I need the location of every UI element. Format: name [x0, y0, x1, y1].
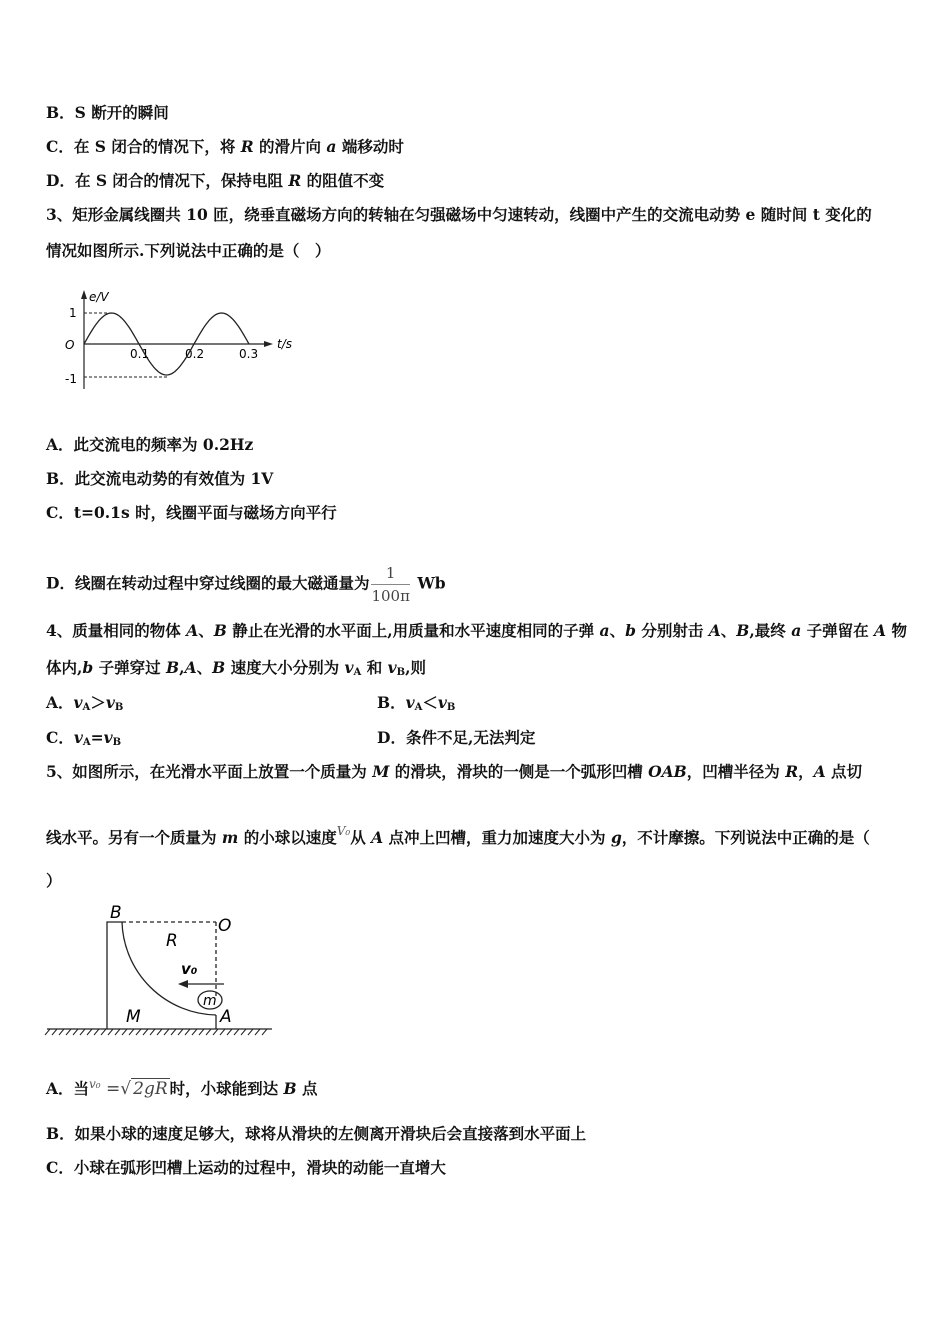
q2-option-c [46, 137, 404, 157]
text-segment: , [179, 658, 185, 677]
subscript: A [414, 702, 423, 713]
q3-option-a [46, 435, 253, 455]
subscript: A [82, 737, 91, 748]
q3-option-d [46, 562, 446, 607]
variable: v [405, 693, 415, 712]
text-segment: 4、质量相同的物体 [46, 621, 187, 640]
text-segment: 的滑块，滑块的一侧是一个弧形凹槽 [389, 762, 649, 781]
text-segment: ＞ [90, 693, 106, 712]
text-segment: 端移动时 [336, 137, 404, 156]
text-segment: 、 [720, 621, 737, 640]
variable: v [73, 728, 83, 747]
text-segment: B．S 断开的瞬间 [46, 103, 169, 122]
slider-diagram [44, 898, 284, 1043]
label-O: O [218, 916, 232, 936]
variable: R [240, 137, 254, 156]
text-segment: 和 [361, 658, 388, 677]
variable: b [82, 658, 94, 677]
variable: v [105, 693, 115, 712]
q3-stem-2 [46, 241, 330, 261]
label-M: M [126, 1007, 141, 1027]
variable: A [708, 621, 721, 640]
variable: b [625, 621, 636, 640]
y-tick-label: 1 [69, 306, 77, 320]
text-segment: = [90, 728, 104, 747]
q3-option-b [46, 469, 273, 489]
label-B: B [110, 903, 122, 923]
subscript: B [396, 667, 406, 678]
subscript: B [114, 702, 124, 713]
fraction-denominator: 100π [371, 587, 410, 605]
stem-text: 从 [350, 828, 372, 847]
arrow-head-icon [178, 980, 188, 988]
variable: B [212, 658, 226, 677]
q4-option-c [46, 728, 121, 753]
variable: OAB [648, 762, 687, 781]
subscript: A [353, 667, 362, 678]
q4-stem-1 [46, 621, 907, 641]
x-tick-label: 0.1 [130, 347, 150, 361]
variable: B [166, 658, 180, 677]
stem-text: 的小球以速度 [238, 828, 337, 847]
radicand: 2gR [133, 1079, 168, 1099]
text-segment: 体内, [46, 658, 83, 677]
text-segment: B．如果小球的速度足够大，球将从滑块的左侧离开滑块后会直接落到水平面上 [46, 1124, 587, 1143]
q4-option-b [377, 693, 455, 718]
text-segment: C． [46, 728, 74, 747]
option-text: D．线圈在转动过程中穿过线圈的最大磁通量为 [46, 573, 370, 593]
equals: = [100, 1079, 121, 1099]
text-segment: 子弹留在 [801, 621, 875, 640]
emf-time-graph [55, 285, 305, 395]
text-segment: 的滑片向 [253, 137, 327, 156]
q2-option-b [46, 103, 169, 123]
variable: A [874, 621, 887, 640]
subscript: B [112, 737, 122, 748]
fraction-numerator: 1 [371, 562, 410, 585]
var-v0: v₀ [89, 1077, 101, 1091]
q3-option-c [46, 503, 337, 523]
q5-stem-2 [46, 821, 870, 848]
q5-option-b [46, 1124, 586, 1144]
x-axis-label: t/s [277, 337, 292, 351]
text-segment: 物 [886, 621, 907, 640]
text-segment: C．t=0.1s 时，线圈平面与磁场方向平行 [46, 503, 337, 522]
y-tick-label: -1 [65, 372, 77, 386]
variable: R [288, 171, 302, 190]
text-segment: B．此交流电动势的有效值为 1V [46, 469, 274, 488]
variable: B [213, 621, 227, 640]
flux-fraction [371, 562, 410, 607]
text-segment: 、 [198, 621, 214, 640]
x-axis-arrow-icon [264, 341, 273, 347]
variable: v [437, 693, 447, 712]
text-segment: 的阻值不变 [301, 171, 385, 190]
q4-option-d [377, 728, 535, 748]
var-m: m [221, 828, 239, 847]
var-g: g [610, 828, 622, 847]
text-segment: ,则 [405, 658, 426, 677]
text-segment: 、 [609, 621, 626, 640]
unit-text: Wb [411, 573, 446, 593]
label-R: R [166, 931, 178, 951]
text-segment: 分别射击 [635, 621, 709, 640]
text-segment: ＜ [422, 693, 438, 712]
label-m: m [203, 993, 217, 1009]
variable: a [326, 137, 337, 156]
text-segment: 点切 [825, 762, 863, 781]
option-text: 点 [296, 1079, 318, 1098]
subscript: B [446, 702, 456, 713]
q4-option-a [46, 693, 123, 718]
var-A: A [371, 828, 384, 847]
variable: R [785, 762, 799, 781]
text-segment: 静止在光滑的水平面上,用质量和水平速度相同的子弹 [226, 621, 600, 640]
var-v0: V₀ [336, 824, 351, 838]
variable: v [344, 658, 354, 677]
q5-option-c [46, 1158, 446, 1178]
x-tick-label: 0.2 [185, 347, 205, 361]
text-segment: A．此交流电的频率为 0.2Hz [46, 435, 254, 454]
text-segment: D．在 S 闭合的情况下，保持电阻 [46, 171, 289, 190]
text-segment: ） [46, 871, 62, 890]
y-axis-arrow-icon [81, 290, 87, 299]
variable: M [372, 762, 390, 781]
variable: A [813, 762, 826, 781]
subscript: A [82, 702, 91, 713]
var-B: B [283, 1079, 297, 1098]
option-text: A．当 [46, 1079, 90, 1098]
variable: a [599, 621, 610, 640]
text-segment: C．在 S 闭合的情况下，将 [46, 137, 241, 156]
ground-hatching [45, 1029, 267, 1035]
text-segment: A． [46, 693, 74, 712]
text-segment: 速度大小分别为 [225, 658, 345, 677]
variable: v [387, 658, 397, 677]
variable: A [186, 621, 199, 640]
text-segment: D．条件不足,无法判定 [377, 728, 536, 747]
origin-label: O [65, 338, 75, 352]
q5-stem-1 [46, 762, 862, 782]
text-segment: 情况如图所示.下列说法中正确的是（ ） [46, 241, 331, 260]
stem-text: 线水平。另有一个质量为 [46, 828, 222, 847]
text-segment: ， [798, 762, 814, 781]
variable: a [791, 621, 802, 640]
text-segment: 子弹穿过 [93, 658, 167, 677]
variable: B [736, 621, 750, 640]
q3-stem-1 [46, 205, 872, 225]
label-A: A [220, 1007, 232, 1027]
text-segment: ，凹槽半径为 [686, 762, 786, 781]
label-v0: v₀ [181, 960, 198, 978]
text-segment: 3、矩形金属线圈共 10 匝，绕垂直磁场方向的转轴在匀强磁场中匀速转动，线圈中产生的交流电动势 e 随时间 t 变化的 [46, 205, 872, 224]
q5-stem-3 [46, 871, 62, 891]
q2-option-d [46, 171, 384, 191]
q4-stem-2 [46, 658, 426, 683]
text-segment: ,最终 [749, 621, 792, 640]
x-tick-label: 0.3 [239, 347, 259, 361]
text-segment: 5、如图所示，在光滑水平面上放置一个质量为 [46, 762, 373, 781]
option-text: 时，小球能到达 [169, 1079, 284, 1098]
text-segment: 、 [196, 658, 213, 677]
text-segment: B． [377, 693, 406, 712]
variable: v [103, 728, 113, 747]
stem-text: 点冲上凹槽，重力加速度大小为 [383, 828, 611, 847]
variable: v [73, 693, 83, 712]
y-axis-label: e/V [89, 290, 109, 304]
stem-text: ，不计摩擦。下列说法中正确的是（ [621, 828, 870, 847]
variable: A [184, 658, 197, 677]
sqrt-expression: =√ 2gR [100, 1079, 168, 1099]
slider-left-edge [107, 922, 122, 1029]
q5-option-a [46, 1074, 318, 1099]
text-segment: C．小球在弧形凹槽上运动的过程中，滑块的动能一直增大 [46, 1158, 446, 1177]
